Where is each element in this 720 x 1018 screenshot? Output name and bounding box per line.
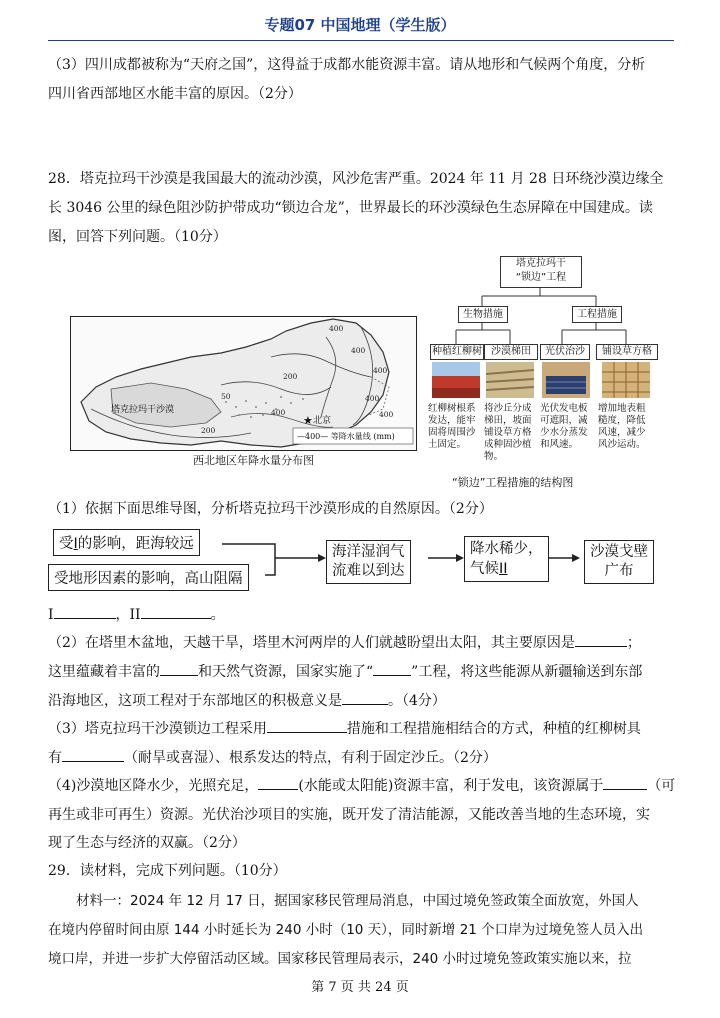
q28-3-line1-a: （3）塔克拉玛干沙漠锁边工程采用 (48, 721, 267, 737)
q28-intro-line3: 图，回答下列问题。（10分） (48, 229, 227, 245)
structure-root-line2: “锁边”工程 (515, 272, 567, 283)
q28-2-blank-4[interactable] (342, 688, 388, 705)
box5-line2: 广布 (604, 563, 634, 579)
box4-mark: II (499, 561, 508, 577)
leaf-label: 铺设草方格 (596, 344, 658, 360)
q28-2-line1 (48, 630, 641, 657)
leaf-desc: 光伏发电板可遮阳，减少水分蒸发和风速。 (540, 403, 588, 450)
q28-4-line1-c: （可 (647, 778, 676, 794)
q28-3-line2-b: （耐旱或喜湿）、根系发达的特点，有利于固定沙丘。（2分） (124, 750, 497, 766)
box5-line1: 沙漠戈壁 (590, 544, 648, 560)
contour-label: 400 (373, 366, 388, 375)
q28-3-blank-2[interactable] (62, 745, 124, 762)
q29-title: 29．读材料，完成下列问题。（10分） (48, 863, 287, 879)
q28-4-line1 (48, 773, 675, 800)
q28-2-line3-b: 。（4分） (388, 693, 446, 709)
leaf-desc: 将沙丘分成梯田，坡面铺设草方格成种固沙植物。 (484, 403, 532, 462)
contour-label: 200 (201, 426, 216, 435)
box1-post: 的影响，距海较远 (77, 536, 194, 552)
q28-3-line2-a: 有 (48, 750, 62, 766)
map-figure (71, 317, 416, 450)
q29-material-line2: 在境内停留时间由原 144 小时延长为 240 小时（10 天），同时新增 21 个口岸为过境免签人员入出 (48, 922, 644, 938)
map-legend: —400— 等降水量线 (mm) (297, 432, 395, 441)
structure-diagram (420, 252, 670, 492)
q28-1-answer-line (48, 602, 225, 629)
q28-3-line1 (48, 716, 641, 743)
structure-root-line1: 塔克拉玛干 (516, 258, 566, 269)
structure-root (500, 256, 582, 288)
box4-line1: 降水稀少， (470, 541, 543, 557)
q28-3-blank-1[interactable] (267, 716, 347, 733)
answer-blank-I[interactable] (54, 602, 116, 619)
photo-tamarisk (432, 362, 480, 398)
q28-1-question: （1）依据下面思维导图，分析塔克拉玛干沙漠形成的自然原因。（2分） (48, 501, 493, 517)
q27-3-line1: （3）四川成都被称为“天府之国”，这得益于成都水能资源丰富。请从地形和气候两个角度，分析 (48, 57, 646, 73)
q28-4-blank-1[interactable] (258, 773, 298, 790)
precipitation-map (70, 316, 417, 451)
q28-2-blank-1[interactable] (575, 630, 627, 647)
q28-2-line1-end: ； (626, 635, 641, 651)
structure-bio: 生物措施 (458, 306, 508, 323)
photo-solar (542, 362, 590, 398)
q28-2-line1-text: （2）在塔里木盆地，天越干旱，塔里木河两岸的人们就越盼望出太阳，其主要原因是 (48, 635, 575, 651)
q28-4-line2: 再生或非可再生）资源。光伏治沙项目的实施，既开发了清洁能源，又能改善当地的生态环境，实 (48, 807, 650, 823)
answer-end: 。 (210, 607, 225, 623)
answer-blank-II[interactable] (141, 602, 211, 619)
leaf-desc: 红柳树根系发达，能牢固将周围沙土固定。 (428, 403, 476, 450)
q28-2-line2 (48, 659, 642, 686)
box1-pre: 受 (59, 536, 74, 552)
mindmap-box-4 (464, 536, 549, 582)
header-divider (48, 40, 674, 41)
q28-2-line3-a: 沿海地区，这项工程对于东部地区的积极意义是 (48, 693, 342, 709)
beijing-star-icon: ★ (303, 414, 313, 427)
leaf-label: 光伏治沙 (540, 344, 590, 360)
mindmap-box-1 (53, 529, 200, 556)
q28-4-blank-2[interactable] (603, 773, 647, 790)
box1-mark: I (73, 536, 78, 552)
contour-label: 50 (221, 392, 231, 401)
box3-line2: 流难以到达 (332, 563, 405, 579)
contour-label: 400 (351, 346, 366, 355)
box4-pre: 气候 (470, 561, 499, 577)
page-header-title: 专题07 中国地理（学生版） (264, 16, 456, 34)
q28-2-line2-a: 这里蕴藏着丰富的 (48, 664, 160, 680)
structure-caption: “锁边”工程措施的结构图 (452, 476, 574, 489)
q28-3-line2 (48, 745, 497, 772)
q28-2-line2-b: 和天然气资源，国家实施了“ (198, 664, 374, 680)
contour-label: 400 (379, 410, 394, 419)
leaf-label: 沙漠梯田 (484, 344, 538, 360)
box3-line1: 海洋湿润气 (332, 544, 405, 560)
q28-2-line3 (48, 688, 446, 715)
map-desert-label: 塔克拉玛干沙漠 (111, 405, 175, 415)
mindmap-box-2: 受地形因素的影响，高山阻隔 (48, 564, 249, 591)
structure-eng: 工程措施 (572, 306, 622, 323)
leaf-desc: 增加地表粗糙度，降低风速，减少风沙运动。 (598, 403, 646, 450)
map-city-label: 北京 (313, 416, 332, 426)
q28-2-line2-c: ”工程，将这些能源从新疆输送到东部 (411, 664, 643, 680)
q28-2-blank-2[interactable] (160, 659, 198, 676)
q28-intro-line1: 28．塔克拉玛干沙漠是我国最大的流动沙漠，风沙危害严重。2024 年 11 月 28 日环绕沙漠边缘全 (48, 171, 664, 187)
q28-4-line1-b: (水能或太阳能)资源丰富，利于发电，该资源属于 (298, 778, 604, 794)
contour-label: 400 (329, 324, 344, 333)
q28-intro-line2: 长 3046 公里的绿色阻沙防护带成功“锁边合龙”，世界最长的环沙漠绿色生态屏障在中国建成。读 (48, 200, 653, 216)
contour-label: 400 (271, 408, 286, 417)
answer-label-I: I (48, 607, 54, 623)
answer-label-II: ，II (115, 607, 141, 623)
q29-material-line1: 材料一：2024 年 12 月 17 日，据国家移民管理局消息，中国过境免签政策全面放宽，外国人 (76, 893, 639, 909)
photo-straw-grid (602, 362, 650, 398)
mindmap-box-3 (326, 540, 411, 584)
q28-3-line1-b: 措施和工程措施相结合的方式，种植的红柳树具 (346, 721, 641, 737)
q28-4-line1-a: （4)沙漠地区降水少，光照充足， (48, 778, 259, 794)
q27-3-line2: 四川省西部地区水能丰富的原因。（2分） (48, 86, 302, 102)
q29-material-line3: 境口岸，并进一步扩大停留活动区域。国家移民管理局表示，240 小时过境免签政策实施以来，拉 (48, 951, 632, 967)
contour-label: 200 (283, 372, 298, 381)
contour-label: 400 (365, 394, 380, 403)
photo-terrace (486, 362, 534, 398)
q28-2-blank-3[interactable] (373, 659, 411, 676)
q28-4-line3: 现了生态与经济的双赢。（2分） (48, 835, 246, 851)
leaf-label: 种植红柳树 (430, 344, 484, 360)
map-caption: 西北地区年降水量分布图 (193, 454, 314, 467)
mindmap-box-5 (584, 540, 654, 584)
page-footer: 第 7 页 共 24 页 (311, 980, 409, 995)
